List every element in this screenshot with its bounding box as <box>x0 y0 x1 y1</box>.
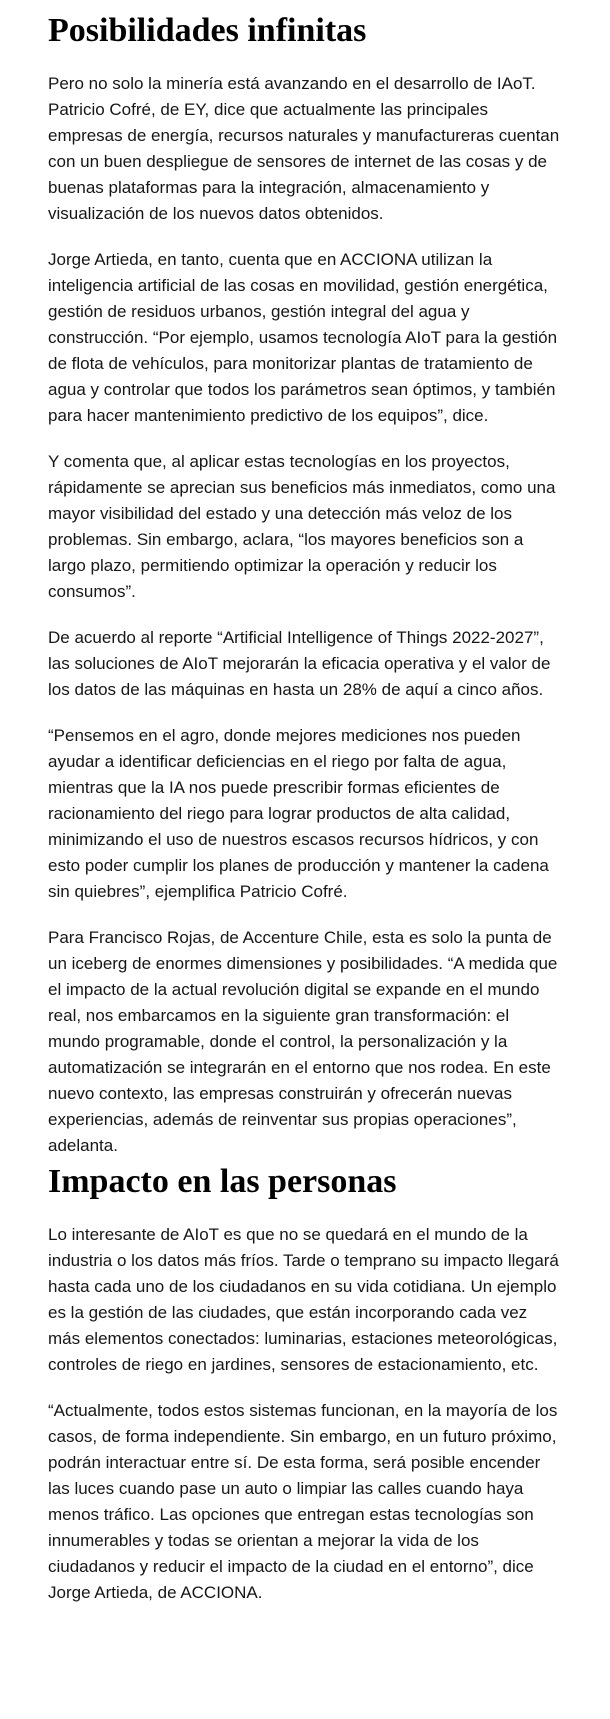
section-heading-impacto: Impacto en las personas <box>48 1163 397 1200</box>
paragraph: Para Francisco Rojas, de Accenture Chile, esta es solo la punta de un iceberg de enormes dimensiones y posibilidades. “A medida que el impacto de la actual revolución digital se expande en el mundo real, nos embarcamos en la siguiente gran transformación: el mundo programable, donde el control, la personalización y la automatización se integrarán en el entorno que nos rodea. En este nuevo contexto, las empresas construirán y ofrecerán nuevas experiencias, además de reinventar sus propias operaciones”, adelanta. <box>48 928 558 1155</box>
article-section-impacto <box>48 1161 563 1606</box>
paragraph: De acuerdo al reporte “Artificial Intelligence of Things 2022-2027”, las soluciones de AIoT mejorarán la eficacia operativa y el valor de los datos de las máquinas en hasta un 28% de aquí a cinco años. <box>48 628 551 699</box>
paragraph: Y comenta que, al aplicar estas tecnologías en los proyectos, rápidamente se aprecian sus beneficios más inmediatos, como una mayor visibilidad del estado y una detección más veloz de los problemas. Sin embargo, aclara, “los mayores beneficios son a largo plazo, permitiendo optimizar la operación y reducir los consumos”. <box>48 452 556 601</box>
section-heading-posibilidades: Posibilidades infinitas <box>48 12 367 49</box>
paragraph: Pero no solo la minería está avanzando en el desarrollo de IAoT. Patricio Cofré, de EY, dice que actualmente las principales empresas de energía, recursos naturales y manufactureras cuentan con un buen despliegue de sensores de internet de las cosas y de buenas plataformas para la integración, almacenamiento y visualización de los nuevos datos obtenidos. <box>48 74 560 223</box>
paragraph: “Actualmente, todos estos sistemas funcionan, en la mayoría de los casos, de forma independiente. Sin embargo, en un futuro próximo, podrán interactuar entre sí. De esta forma, será posible encender las luces cuando pase un auto o limpiar las calles cuando haya menos tráfico. Las opciones que entregan estas tecnologías son innumerables y todas se orientan a mejorar la vida de los ciudadanos y reducir el impacto de la ciudad en el entorno”, dice Jorge Artieda, de ACCIONA. <box>48 1401 558 1602</box>
paragraph: Lo interesante de AIoT es que no se quedará en el mundo de la industria o los datos más fríos. Tarde o temprano su impacto llegará hasta cada uno de los ciudadanos en su vida cotidiana. Un ejemplo es la gestión de las ciudades, que están incorporando cada vez más elementos conectados: luminarias, estaciones meteorológicas, controles de riego en jardines, sensores de estacionamiento, etc. <box>48 1225 559 1374</box>
paragraph: Jorge Artieda, en tanto, cuenta que en ACCIONA utilizan la inteligencia artificial de las cosas en movilidad, gestión energética, gestión de residuos urbanos, gestión integral del agua y construcción. “Por ejemplo, usamos tecnología AIoT para la gestión de flota de vehículos, para monitorizar plantas de tratamiento de agua y controlar que todos los parámetros sean óptimos, y también para hacer mantenimiento predictivo de los equipos”, dice. <box>48 250 558 425</box>
article-section-posibilidades <box>48 10 563 1159</box>
paragraph: “Pensemos en el agro, donde mejores mediciones nos pueden ayudar a identificar deficiencias en el riego por falta de agua, mientras que la IA nos puede prescribir formas eficientes de racionamiento del riego para lograr productos de alta calidad, minimizando el uso de nuestros escasos recursos hídricos, y con esto poder cumplir los planes de producción y mantener la cadena sin quiebres”, ejemplifica Patricio Cofré. <box>48 726 549 901</box>
